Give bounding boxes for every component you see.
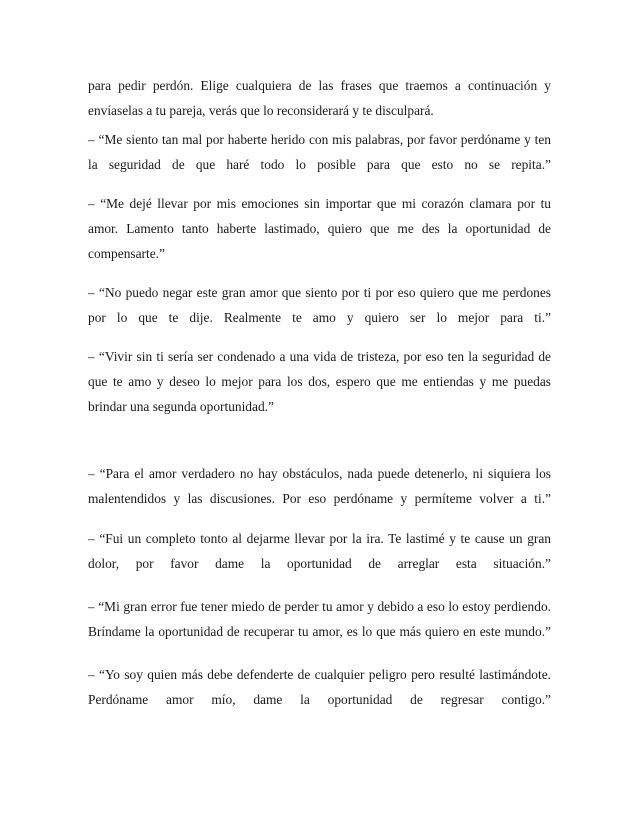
phrase-paragraph-5: – “Para el amor verdadero no hay obstáculos, nada puede detenerlo, ni siquiera los malentendidos y las discusiones. Por eso perdóname y permíteme volver a ti.” — [88, 466, 551, 506]
phrase-paragraph-1: – “Me siento tan mal por haberte herido con mis palabras, por favor perdóname y ten la seguridad de que haré todo lo posible para que esto no se repita.” — [88, 132, 551, 172]
phrase-paragraph-3: – “No puedo negar este gran amor que siento por ti por eso quiero que me perdones por lo que te dije. Realmente te amo y quiero ser lo mejor para ti.” — [88, 285, 551, 325]
phrase-paragraph-7: – “Mi gran error fue tener miedo de perder tu amor y debido a eso lo estoy perdiendo. Bríndame la oportunidad de recuperar tu amor, es lo que más quiero en este mundo.” — [88, 599, 551, 639]
phrase-paragraph-4: – “Vivir sin ti sería ser condenado a una vida de tristeza, por eso ten la seguridad de que te amo y deseo lo mejor para los dos, espero que me entiendas y me puedas brindar una segunda oportunidad.” — [88, 349, 551, 414]
intro-paragraph: para pedir perdón. Elige cualquiera de las frases que traemos a continuación y envíaselas a tu pareja, verás que lo reconsiderará y te disculpará. — [88, 78, 551, 118]
phrase-paragraph-6: – “Fui un completo tonto al dejarme llevar por la ira. Te lastimé y te cause un gran dolor, por favor dame la oportunidad de arreglar esta situación.” — [88, 531, 551, 571]
phrase-paragraph-2: – “Me dejé llevar por mis emociones sin importar que mi corazón clamara por tu amor. Lamento tanto haberte lastimado, quiero que me des la oportunidad de compensarte.” — [88, 196, 551, 261]
phrase-paragraph-8: – “Yo soy quien más debe defenderte de cualquier peligro pero resulté lastimándote. Perdóname amor mío, dame la oportunidad de regresar contigo.” — [88, 667, 551, 707]
